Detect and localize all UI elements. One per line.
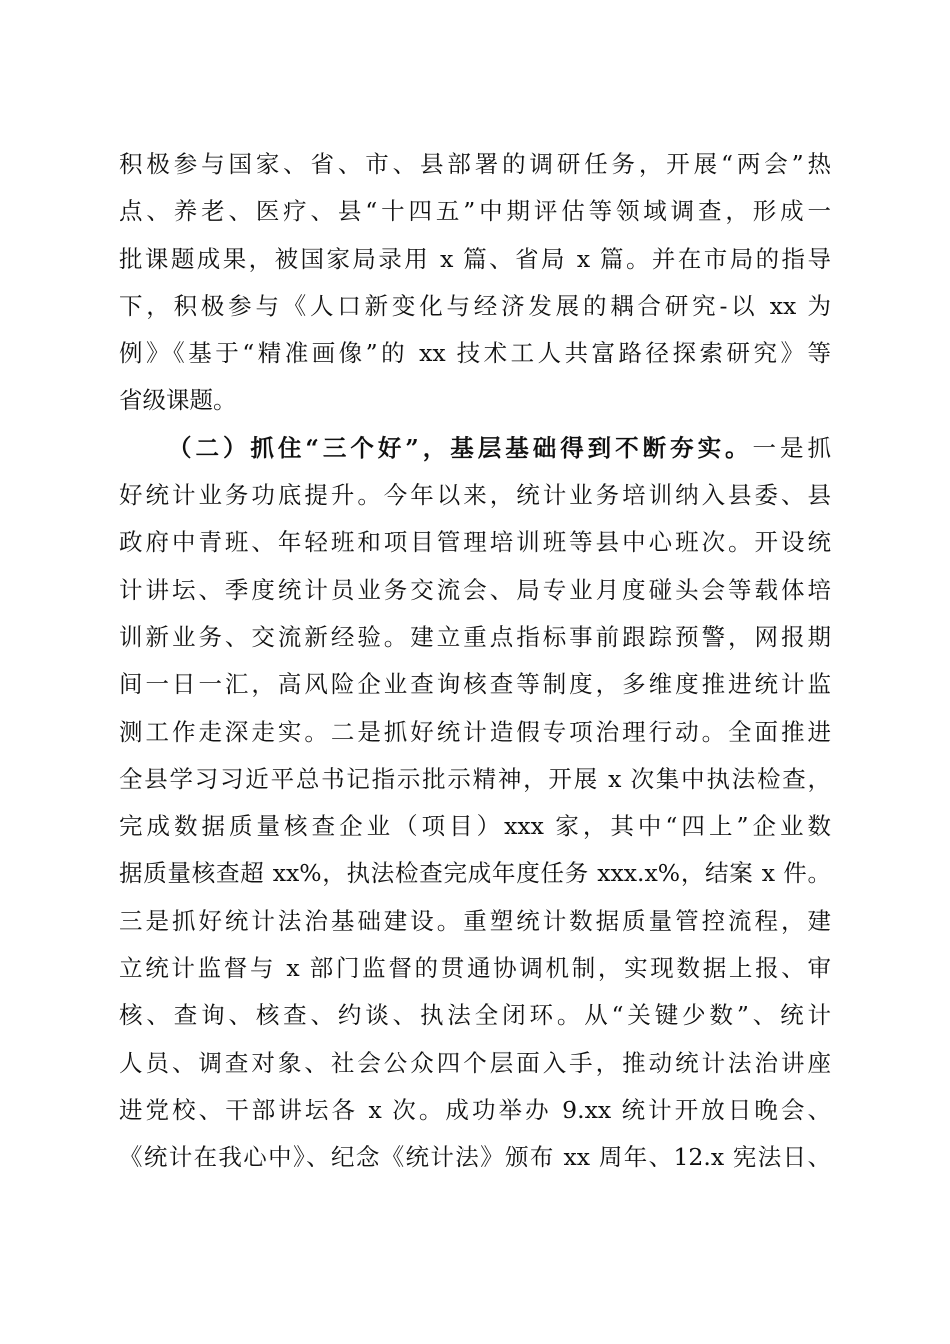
text-line: 积极参与国家、省、市、县部署的调研任务，开展“两会”热 — [119, 150, 831, 178]
text-line: 例》《基于“精准画像”的 xx 技术工人共富路径探索研究》等 — [119, 339, 831, 368]
text-line: 间一日一汇，高风险企业查询核查等制度，多维度推进统计监 — [119, 670, 831, 699]
text-line: 人员、调查对象、社会公众四个层面入手，推动统计法治讲座 — [119, 1048, 831, 1077]
text-line: 《统计在我心中》、纪念《统计法》颁布 xx 周年、12.x 宪法日、 — [119, 1143, 831, 1172]
section-heading-line — [119, 425, 831, 472]
text-line: 下，积极参与《人口新变化与经济发展的耦合研究-以 xx 为 — [119, 291, 831, 320]
text-line: 省级课题。 — [119, 386, 237, 415]
text-line-tail: 一是抓 — [752, 433, 831, 462]
text-line: 核、查询、核查、约谈、执法全闭环。从“关键少数”、统计 — [119, 1001, 831, 1030]
text-line: 据质量核查超 xx%，执法检查完成年度任务 xxx.x%，结案 x 件。 — [119, 859, 831, 888]
text-line: 测工作走深走实。二是抓好统计造假专项治理行动。全面推进 — [119, 717, 831, 746]
body-text — [119, 141, 831, 1182]
text-line: 完成数据质量核查企业（项目）xxx 家，其中“四上”企业数 — [119, 812, 831, 841]
text-line: 立统计监督与 x 部门监督的贯通协调机制，实现数据上报、审 — [119, 954, 831, 983]
section-heading: （二）抓住“三个好”，基层基础得到不断夯实。 — [168, 433, 753, 462]
text-line: 计讲坛、季度统计员业务交流会、局专业月度碰头会等载体培 — [119, 575, 831, 604]
text-line: 好统计业务功底提升。今年以来，统计业务培训纳入县委、县 — [119, 481, 831, 510]
text-line: 批课题成果，被国家局录用 x 篇、省局 x 篇。并在市局的指导 — [119, 244, 831, 273]
text-line: 三是抓好统计法治基础建设。重塑统计数据质量管控流程，建 — [119, 906, 831, 935]
text-line: 进党校、干部讲坛各 x 次。成功举办 9.xx 统计开放日晚会、 — [119, 1095, 831, 1124]
text-line: 全县学习习近平总书记指示批示精神，开展 x 次集中执法检查， — [119, 764, 831, 793]
text-line: 训新业务、交流新经验。建立重点指标事前跟踪预警，网报期 — [119, 622, 831, 651]
text-line: 点、养老、医疗、县“十四五”中期评估等领域调查，形成一 — [119, 197, 831, 226]
text-line: 政府中青班、年轻班和项目管理培训班等县中心班次。开设统 — [119, 528, 831, 557]
